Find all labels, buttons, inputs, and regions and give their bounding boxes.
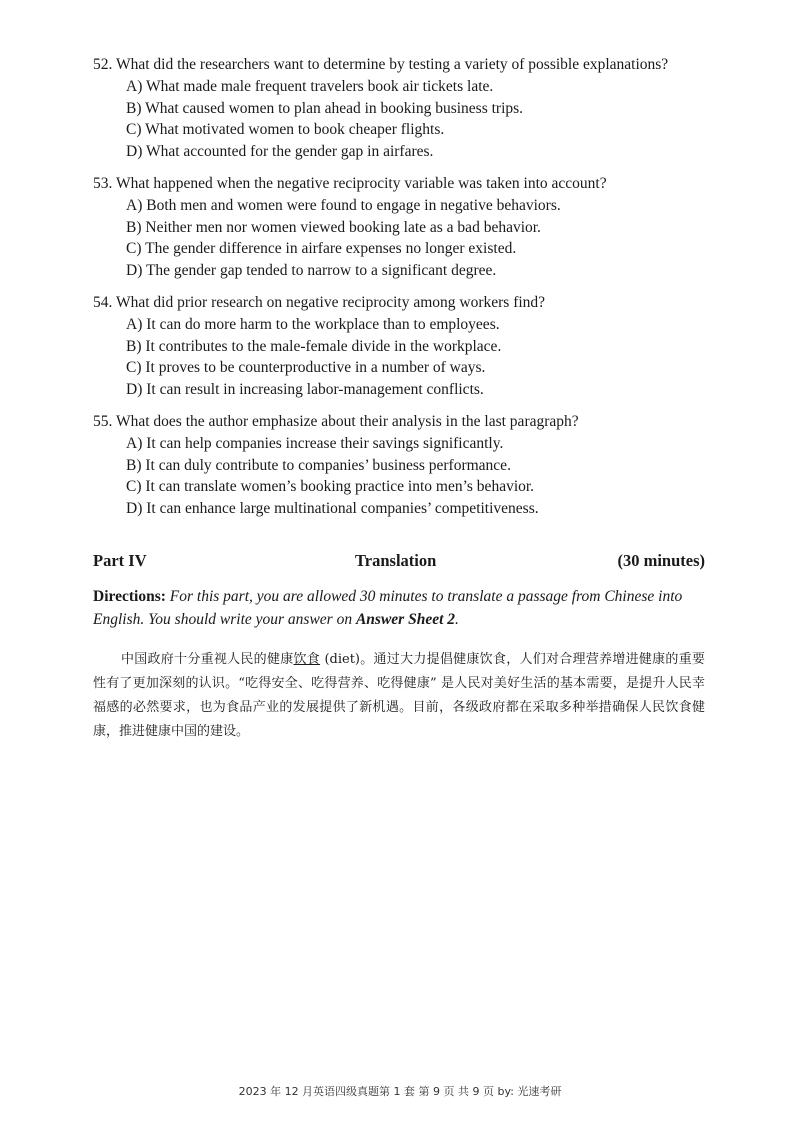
question-55	[93, 411, 733, 519]
question-stem: 55. What does the author emphasize about their analysis in the last paragraph?	[93, 413, 579, 430]
option-b: B) It can duly contribute to companies’ business performance.	[126, 456, 511, 474]
option-c: C) It can translate women’s booking practice into men’s behavior.	[126, 478, 535, 495]
question-54	[93, 292, 733, 400]
option-b: B) It contributes to the male-female divide in the workplace.	[126, 337, 502, 355]
question-53	[93, 173, 733, 281]
question-52	[93, 54, 733, 162]
option-a: A) Both men and women were found to engage in negative behaviors.	[126, 197, 561, 214]
option-b: B) What caused women to plan ahead in booking business trips.	[126, 99, 524, 117]
directions-end: .	[455, 611, 459, 628]
part-label: Part IV	[93, 551, 147, 570]
option-c: C) What motivated women to book cheaper flights.	[126, 121, 445, 138]
option-a: A) It can do more harm to the workplace than to employees.	[126, 316, 500, 333]
passage-text-rest: (diet)。通过大力提倡健康饮食，人们对合理营养增进健康的重要性有了更加深刻的认识。“吃得安全、吃得营养、吃得健康” 是人民对美好生活的基本需要，是提升人民幸福感的必然要求，也为食品产业的发展提供了新机遇。目前，各级政府都在采取多种举措确保人民饮食健康，推进健康中国的建设。	[93, 652, 705, 739]
question-stem: 52. What did the researchers want to determine by testing a variety of possible explanations?	[93, 56, 669, 73]
question-stem: 53. What happened when the negative reciprocity variable was taken into account?	[93, 175, 607, 192]
option-a: A) It can help companies increase their savings significantly.	[126, 435, 504, 452]
part-time-limit: (30 minutes)	[617, 551, 705, 570]
answer-sheet-reference: Answer Sheet 2	[355, 611, 456, 628]
question-stem: 54. What did prior research on negative reciprocity among workers find?	[93, 294, 546, 311]
part-header	[93, 551, 705, 575]
directions	[93, 585, 708, 631]
underlined-term: 饮食	[293, 652, 321, 667]
page-footer: 2023 年 12 月英语四级真题第 1 套 第 9 页 共 9 页 by: 光速考研	[238, 1085, 562, 1098]
translation-passage	[93, 648, 705, 744]
option-c: C) The gender difference in airfare expenses no longer existed.	[126, 240, 517, 257]
part-title: Translation	[355, 551, 437, 570]
option-d: D) The gender gap tended to narrow to a significant degree.	[126, 261, 497, 279]
option-c: C) It proves to be counterproductive in a number of ways.	[126, 359, 486, 376]
option-a: A) What made male frequent travelers book air tickets late.	[126, 78, 494, 95]
passage-text-start: 中国政府十分重视人民的健康	[121, 652, 294, 667]
directions-text: For this part, you are allowed 30 minutes to translate a passage from Chinese into English. You should write your answer on	[93, 588, 683, 628]
option-d: D) It can result in increasing labor-management conflicts.	[126, 380, 484, 398]
option-b: B) Neither men nor women viewed booking late as a bad behavior.	[126, 218, 541, 236]
option-d: D) What accounted for the gender gap in airfares.	[126, 142, 434, 160]
directions-label: Directions:	[93, 588, 166, 605]
option-d: D) It can enhance large multinational companies’ competitiveness.	[126, 499, 539, 517]
